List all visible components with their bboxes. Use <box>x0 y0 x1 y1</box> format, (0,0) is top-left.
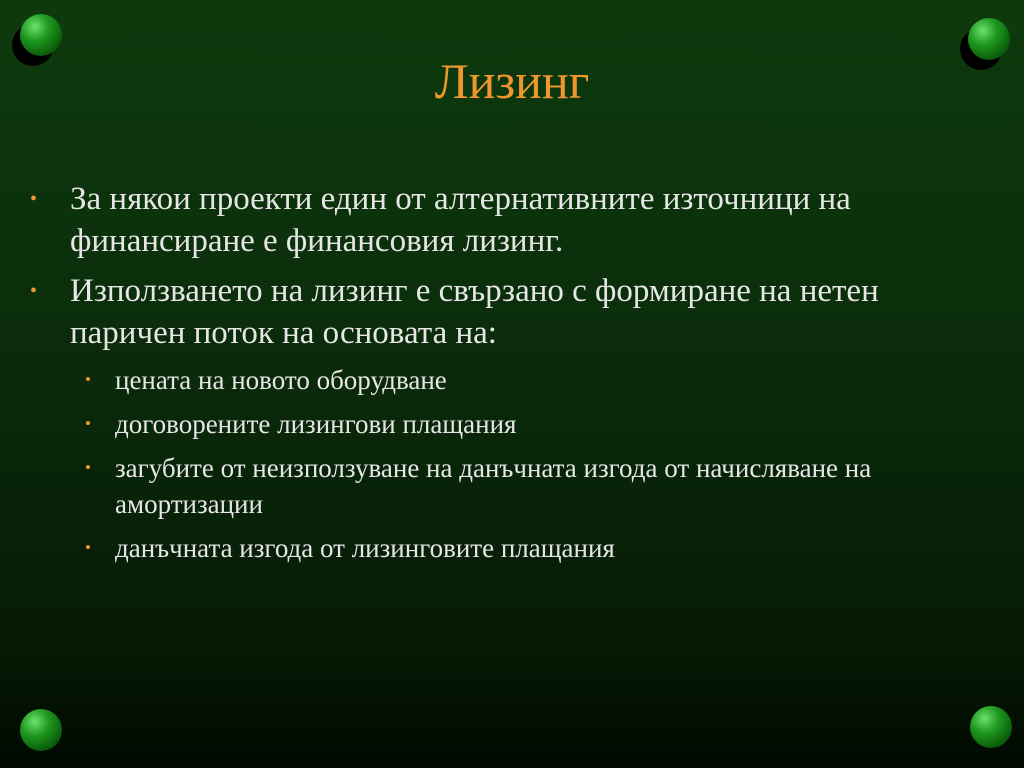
bullet-icon: • <box>85 458 91 477</box>
sub-bullet-text: загубите от неизползуване на данъчната изгода от начисляване на амортизации <box>115 453 872 519</box>
bullet-text: За някои проекти един от алтернативните източници на финансиране е финансовия лизинг. <box>70 181 851 259</box>
sub-bullet-item <box>30 450 990 522</box>
sub-bullet-item <box>30 530 990 566</box>
sub-bullet-text: цената на новото оборудване <box>115 365 447 395</box>
corner-ball-icon-bottom-left <box>20 709 72 761</box>
corner-ball-icon-bottom-right <box>970 706 1022 758</box>
bullet-text: Използването на лизинг е свързано с формиране на нетен паричен поток на основата на: <box>70 273 879 351</box>
bullet-icon: • <box>30 280 38 302</box>
bullet-item <box>30 270 990 354</box>
slide-title: Лизинг <box>434 53 590 109</box>
sub-bullet-item <box>30 406 990 442</box>
bullet-icon: • <box>85 538 91 557</box>
sub-bullet-item <box>30 362 990 398</box>
sub-bullet-text: данъчната изгода от лизинговите плащания <box>115 533 615 563</box>
bullet-icon: • <box>85 370 91 389</box>
bullet-icon: • <box>30 188 38 210</box>
slide-content <box>30 178 990 574</box>
bullet-item <box>30 178 990 262</box>
bullet-icon: • <box>85 414 91 433</box>
sub-bullet-text: договорените лизингови плащания <box>115 409 517 439</box>
